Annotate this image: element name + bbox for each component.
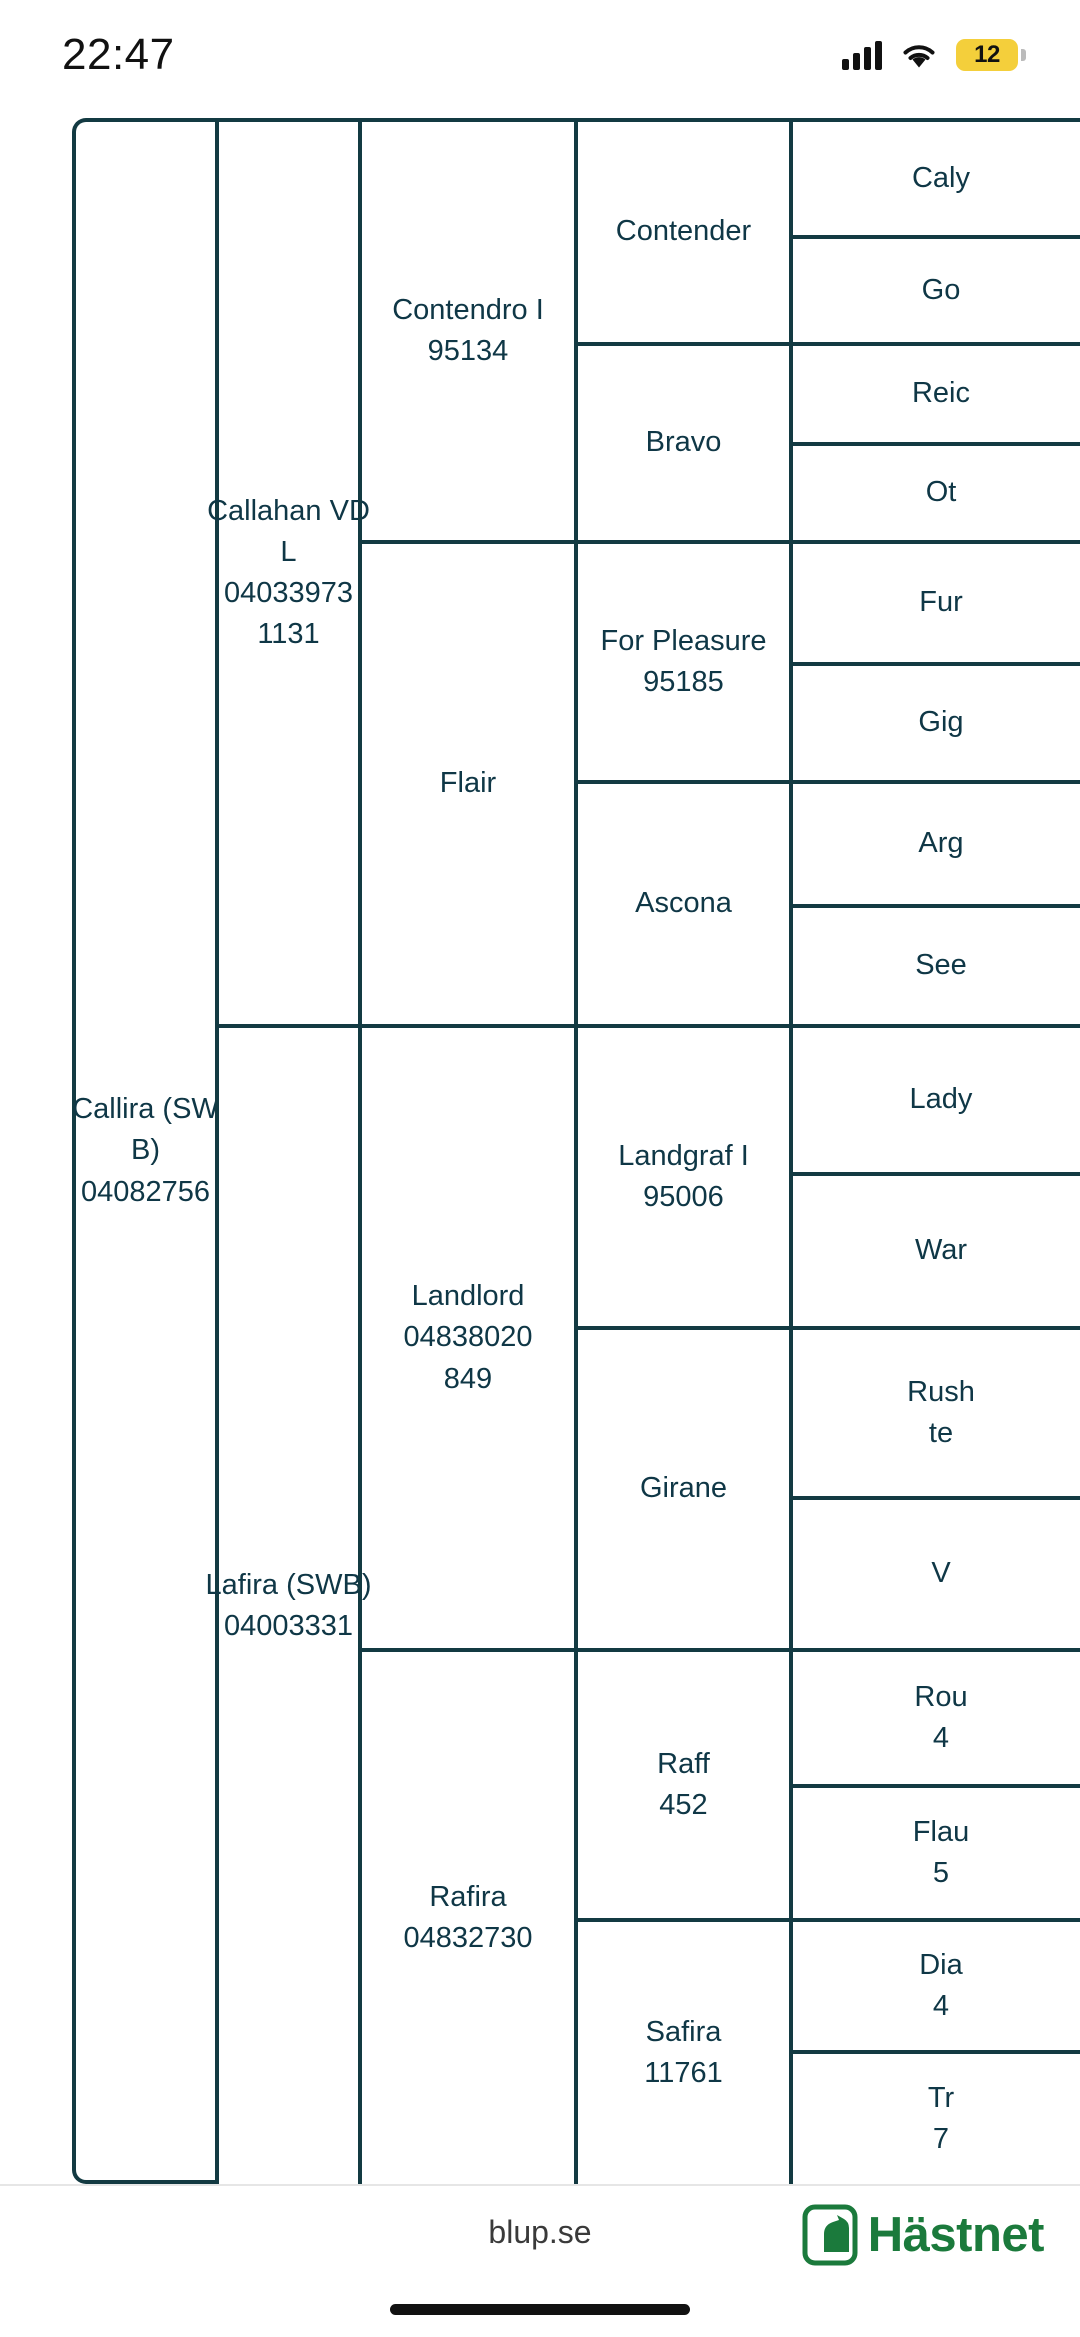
pedigree-cell-line: Callahan VD	[207, 494, 370, 527]
pedigree-cell-line: Gig	[918, 706, 964, 739]
pedigree-chart	[72, 118, 1080, 2184]
pedigree-cell[interactable]	[789, 442, 1080, 540]
pedigree-cell[interactable]	[358, 118, 574, 540]
pedigree-cell[interactable]	[789, 540, 1080, 662]
pedigree-cell-line: Flau	[912, 1815, 970, 1848]
pedigree-cell[interactable]	[72, 118, 219, 2184]
pedigree-cell[interactable]	[574, 118, 789, 342]
pedigree-cell[interactable]	[358, 1648, 574, 2184]
pedigree-cell-line: Safira	[645, 2015, 722, 2048]
pedigree-cell-line: 849	[443, 1362, 493, 1395]
pedigree-cell-line: Arg	[918, 827, 964, 860]
pedigree-cell[interactable]	[789, 1784, 1080, 1918]
pedigree-cell[interactable]	[789, 235, 1080, 342]
pedigree-cell-line: 7	[932, 2123, 950, 2155]
status-bar	[0, 0, 1080, 110]
signal-icon	[842, 40, 882, 70]
pedigree-cell-line: See	[915, 949, 967, 982]
pedigree-generation-3	[358, 118, 574, 2184]
pedigree-cell-line: 04838020	[403, 1321, 533, 1354]
home-indicator[interactable]	[390, 2304, 690, 2315]
pedigree-cell[interactable]	[574, 540, 789, 780]
pedigree-cell-line: Ot	[925, 476, 957, 509]
pedigree-cell-line: 452	[659, 1789, 708, 1821]
pedigree-cell-line: Rafira	[429, 1880, 507, 1913]
browser-bottom-bar	[0, 2184, 1080, 2337]
pedigree-cell-line: Callira (SW	[72, 1093, 219, 1126]
pedigree-cell-line: Flair	[439, 767, 497, 800]
status-time: 22:47	[62, 30, 175, 79]
pedigree-cell[interactable]	[789, 2050, 1080, 2184]
pedigree-cell-line: 11761	[644, 2057, 723, 2089]
pedigree-cell-line: Ascona	[635, 887, 732, 920]
pedigree-cell-line: 1131	[257, 618, 320, 651]
pedigree-cell-line: Landgraf I	[618, 1139, 749, 1172]
pedigree-cell[interactable]	[574, 780, 789, 1024]
pedigree-cell[interactable]	[789, 780, 1080, 904]
pedigree-cell-line: Fur	[919, 586, 963, 619]
pedigree-cell-line: Go	[921, 273, 961, 306]
pedigree-cell-line: Raff	[657, 1747, 710, 1780]
pedigree-cell[interactable]	[789, 1326, 1080, 1496]
pedigree-generation-4	[574, 118, 789, 2184]
pedigree-cell-line: 95185	[643, 666, 724, 698]
pedigree-cell-line: Landlord	[411, 1280, 525, 1313]
pedigree-generation-2	[205, 118, 372, 2184]
pedigree-cell-line: 4	[932, 1722, 950, 1754]
pedigree-cell[interactable]	[574, 342, 789, 540]
horse-icon	[802, 2204, 858, 2266]
pedigree-cell-line: 95006	[643, 1181, 724, 1213]
pedigree-cell[interactable]	[205, 1024, 372, 2184]
pedigree-cell-line: Lady	[909, 1083, 973, 1116]
pedigree-chart-scroll-area[interactable]	[0, 118, 1080, 2184]
pedigree-cell[interactable]	[789, 342, 1080, 442]
status-indicators	[842, 39, 1018, 71]
pedigree-cell[interactable]	[789, 1172, 1080, 1326]
url-label[interactable]: blup.se	[488, 2214, 592, 2250]
pedigree-cell-line: 95134	[427, 335, 509, 367]
pedigree-generation-1	[72, 118, 219, 2184]
pedigree-cell-line: Dia	[919, 1948, 963, 1981]
pedigree-cell-line: L	[280, 535, 297, 568]
pedigree-cell[interactable]	[789, 1496, 1080, 1648]
pedigree-cell-line: 5	[932, 1857, 950, 1889]
pedigree-cell-line: Rou	[914, 1680, 968, 1713]
pedigree-cell-line: Caly	[911, 161, 970, 194]
pedigree-cell-line: Tr	[927, 2081, 955, 2114]
pedigree-cell[interactable]	[789, 1024, 1080, 1172]
pedigree-cell[interactable]	[789, 1648, 1080, 1784]
pedigree-cell-line: te	[928, 1417, 954, 1449]
pedigree-cell[interactable]	[574, 1326, 789, 1648]
pedigree-cell-line: Reic	[911, 377, 970, 410]
pedigree-cell-line: Contender	[615, 215, 752, 248]
pedigree-cell[interactable]	[789, 118, 1080, 235]
battery-icon	[956, 39, 1018, 71]
pedigree-cell[interactable]	[574, 1024, 789, 1326]
pedigree-cell-line: 4	[932, 1990, 950, 2022]
pedigree-cell[interactable]	[574, 1648, 789, 1918]
pedigree-cell-line: For Pleasure	[600, 624, 767, 657]
pedigree-cell-line: Girane	[639, 1472, 728, 1505]
pedigree-cell[interactable]	[789, 662, 1080, 780]
pedigree-cell[interactable]	[574, 1918, 789, 2184]
pedigree-cell[interactable]	[789, 904, 1080, 1024]
battery-cap	[1021, 49, 1026, 61]
wifi-icon	[900, 40, 938, 70]
pedigree-cell[interactable]	[789, 1918, 1080, 2050]
pedigree-cell-line: B)	[131, 1134, 160, 1167]
pedigree-cell-line: 04003331	[223, 1610, 354, 1642]
pedigree-cell-line: Lafira (SWB)	[205, 1568, 372, 1601]
pedigree-generation-5	[789, 118, 1080, 2184]
pedigree-cell-line: War	[914, 1234, 968, 1267]
pedigree-cell[interactable]	[358, 1024, 574, 1648]
pedigree-cell-line: 04832730	[403, 1922, 533, 1954]
pedigree-cell-line: Rush	[907, 1375, 975, 1408]
site-logo[interactable]	[802, 2204, 1044, 2266]
site-logo-label: Hästnet	[867, 2208, 1044, 2262]
pedigree-cell-line: Contendro I	[392, 293, 544, 326]
pedigree-cell-line: Bravo	[645, 426, 722, 459]
pedigree-cell-line: 04033973	[223, 577, 354, 609]
pedigree-cell-line: 04082756	[80, 1175, 211, 1208]
pedigree-cell[interactable]	[358, 540, 574, 1024]
battery-level-label: 12	[974, 41, 1000, 68]
pedigree-cell-line: V	[931, 1557, 951, 1590]
pedigree-cell[interactable]	[207, 118, 370, 1024]
